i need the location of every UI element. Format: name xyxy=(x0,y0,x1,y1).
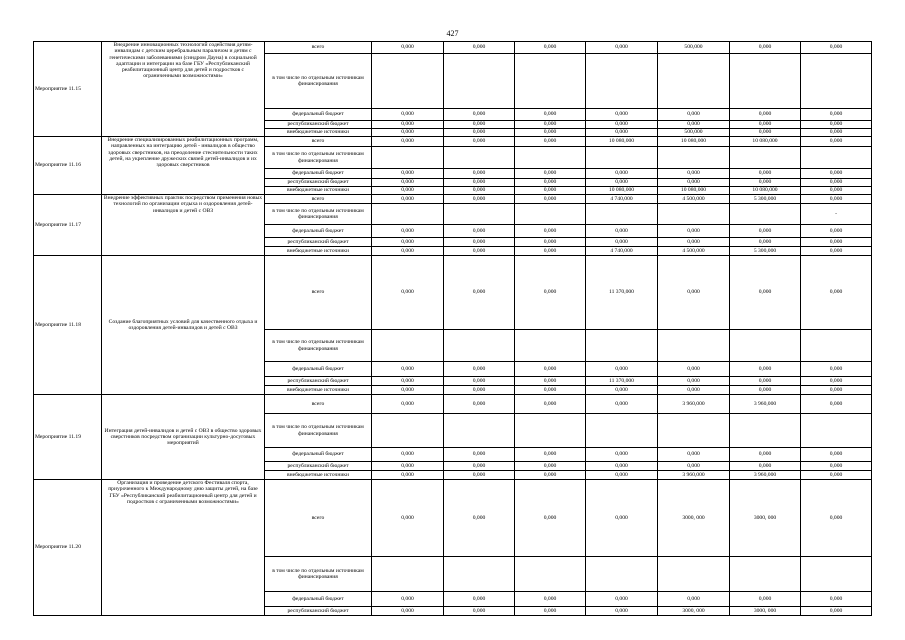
amount-cell xyxy=(372,330,444,362)
event-name-cell: Мероприятие 11.15 xyxy=(34,42,102,137)
funding-source-cell: федеральный бюджет xyxy=(265,592,372,607)
amount-cell: 0,000 xyxy=(444,129,515,137)
amount-cell: 11 370,000 xyxy=(586,256,658,330)
amount-cell: 3000, 000 xyxy=(730,480,801,557)
event-description-cell: Интеграция детей-инвалидов и детей с ОВЗ в общество здоровых сверстников посредством организации культурно-досуговых мероприятий xyxy=(102,395,265,480)
amount-cell: 0,000 xyxy=(730,121,801,129)
amount-cell: 0,000 xyxy=(515,121,586,129)
amount-cell: 0,000 xyxy=(730,362,801,377)
amount-cell: 0,000 xyxy=(444,607,515,616)
amount-cell: 0,000 xyxy=(372,462,444,471)
amount-cell: 4 500,000 xyxy=(658,247,730,256)
amount-cell: 0,000 xyxy=(658,109,730,121)
amount-cell xyxy=(515,414,586,448)
amount-cell: 0,000 xyxy=(801,462,872,471)
event-name-cell: Мероприятие 11.19 xyxy=(34,395,102,480)
amount-cell: 0,000 xyxy=(515,362,586,377)
amount-cell: 0,000 xyxy=(515,471,586,480)
amount-cell: 0,000 xyxy=(372,109,444,121)
funding-source-cell: всего xyxy=(265,137,372,147)
amount-cell: 0,000 xyxy=(730,129,801,137)
amount-cell: 3 960,000 xyxy=(730,395,801,414)
amount-cell: 0,000 xyxy=(658,238,730,247)
amount-cell: 0,000 xyxy=(444,121,515,129)
funding-source-cell: республиканский бюджет xyxy=(265,377,372,386)
amount-cell xyxy=(515,204,586,225)
funding-source-cell: в том числе по отдельным источникам финансирования xyxy=(265,330,372,362)
amount-cell: 0,000 xyxy=(801,195,872,204)
table-row xyxy=(34,137,872,147)
amount-cell: 0,000 xyxy=(658,448,730,462)
amount-cell: 0,000 xyxy=(372,187,444,195)
amount-cell: 0,000 xyxy=(372,179,444,187)
amount-cell: 0,000 xyxy=(586,362,658,377)
funding-source-cell: республиканский бюджет xyxy=(265,121,372,129)
amount-cell xyxy=(730,54,801,109)
amount-cell: 0,000 xyxy=(372,195,444,204)
amount-cell: 0,000 xyxy=(801,179,872,187)
amount-cell: 10 080,000 xyxy=(730,187,801,195)
amount-cell: 0,000 xyxy=(801,137,872,147)
amount-cell: 3 960,000 xyxy=(658,395,730,414)
amount-cell: 0,000 xyxy=(515,377,586,386)
amount-cell: 0,000 xyxy=(586,395,658,414)
amount-cell: 0,000 xyxy=(515,129,586,137)
amount-cell: 10 080,000 xyxy=(658,137,730,147)
amount-cell: 0,000 xyxy=(372,362,444,377)
funding-source-cell: в том числе по отдельным источникам финансирования xyxy=(265,54,372,109)
amount-cell: 0,000 xyxy=(801,121,872,129)
amount-cell: 0,000 xyxy=(515,238,586,247)
amount-cell xyxy=(801,147,872,169)
funding-source-cell: в том числе по отдельным источникам финансирования xyxy=(265,147,372,169)
amount-cell: 0,000 xyxy=(372,256,444,330)
amount-cell: 10 080,000 xyxy=(730,137,801,147)
amount-cell: 0,000 xyxy=(515,169,586,179)
amount-cell: 0,000 xyxy=(801,592,872,607)
amount-cell xyxy=(658,147,730,169)
amount-cell: 0,000 xyxy=(801,225,872,238)
amount-cell: 4 740,000 xyxy=(586,247,658,256)
amount-cell: 0,000 xyxy=(658,362,730,377)
amount-cell xyxy=(586,204,658,225)
amount-cell: 0,000 xyxy=(801,247,872,256)
amount-cell: 0,000 xyxy=(801,386,872,395)
amount-cell: 0,000 xyxy=(444,377,515,386)
funding-source-cell: федеральный бюджет xyxy=(265,448,372,462)
amount-cell: 0,000 xyxy=(658,377,730,386)
amount-cell: 0,000 xyxy=(658,179,730,187)
amount-cell xyxy=(586,414,658,448)
amount-cell xyxy=(586,147,658,169)
amount-cell xyxy=(730,414,801,448)
amount-cell: 0,000 xyxy=(730,377,801,386)
amount-cell: 0,000 xyxy=(586,225,658,238)
amount-cell: - xyxy=(801,204,872,225)
event-description-cell: Создание благоприятных условий для качественного отдыха и оздоровления детей-инвалидов и детей с ОВЗ xyxy=(102,256,265,395)
event-description-cell: Внедрение специализированных реабилитационных программ, направленных на интеграцию детей - инвалидов в общество здоровых сверстников, на преодоление стеснительности таких детей, на укрепление дружеских связей детей-инвалидов и их здоровых сверстников xyxy=(102,137,265,195)
amount-cell: 0,000 xyxy=(801,169,872,179)
event-description-cell: Внедрение инновационных технологий содействия детям-инвалидам с детским церебральным параличом и детям с генетическими заболеваниями (синдром Дауна) в социальной адаптации и интеграции на базе ГБУ «Республиканский реабилитационный центр для детей и подростков с ограниченными возможностями» xyxy=(102,42,265,137)
event-name-cell: Мероприятие 11.16 xyxy=(34,137,102,195)
funding-source-cell: республиканский бюджет xyxy=(265,607,372,616)
amount-cell: 0,000 xyxy=(801,129,872,137)
amount-cell xyxy=(730,204,801,225)
amount-cell: 0,000 xyxy=(801,395,872,414)
amount-cell: 0,000 xyxy=(444,238,515,247)
amount-cell: 11 370,000 xyxy=(586,377,658,386)
table-row xyxy=(34,480,872,557)
funding-source-cell: федеральный бюджет xyxy=(265,225,372,238)
amount-cell: 0,000 xyxy=(444,169,515,179)
amount-cell: 4 500,000 xyxy=(658,195,730,204)
amount-cell: 0,000 xyxy=(372,592,444,607)
amount-cell: 3 960,000 xyxy=(730,471,801,480)
amount-cell xyxy=(515,330,586,362)
amount-cell: 0,000 xyxy=(444,225,515,238)
amount-cell xyxy=(515,54,586,109)
amount-cell: 0,000 xyxy=(586,471,658,480)
amount-cell: 0,000 xyxy=(730,42,801,54)
amount-cell: 0,000 xyxy=(586,179,658,187)
amount-cell: 0,000 xyxy=(444,395,515,414)
amount-cell: 0,000 xyxy=(801,256,872,330)
amount-cell: 0,000 xyxy=(730,256,801,330)
funding-source-cell: федеральный бюджет xyxy=(265,109,372,121)
funding-source-cell: внебюджетные источники xyxy=(265,386,372,395)
amount-cell xyxy=(658,414,730,448)
amount-cell xyxy=(515,557,586,592)
amount-cell: 0,000 xyxy=(586,448,658,462)
amount-cell: 0,000 xyxy=(444,179,515,187)
amount-cell: 0,000 xyxy=(515,395,586,414)
amount-cell: 4 740,000 xyxy=(586,195,658,204)
amount-cell: 0,000 xyxy=(372,129,444,137)
funding-source-cell: республиканский бюджет xyxy=(265,238,372,247)
amount-cell: 0,000 xyxy=(586,42,658,54)
amount-cell xyxy=(372,204,444,225)
amount-cell: 0,000 xyxy=(372,238,444,247)
amount-cell: 0,000 xyxy=(515,462,586,471)
amount-cell xyxy=(444,330,515,362)
amount-cell: 0,000 xyxy=(586,169,658,179)
amount-cell: 0,000 xyxy=(730,109,801,121)
amount-cell: 0,000 xyxy=(801,607,872,616)
amount-cell xyxy=(444,557,515,592)
funding-source-cell: внебюджетные источники xyxy=(265,247,372,256)
amount-cell: 10 080,000 xyxy=(586,187,658,195)
funding-source-cell: всего xyxy=(265,195,372,204)
amount-cell: 0,000 xyxy=(801,42,872,54)
funding-source-cell: всего xyxy=(265,480,372,557)
amount-cell xyxy=(730,147,801,169)
amount-cell: 0,000 xyxy=(372,607,444,616)
amount-cell xyxy=(801,557,872,592)
amount-cell: 0,000 xyxy=(372,137,444,147)
funding-source-cell: республиканский бюджет xyxy=(265,462,372,471)
amount-cell: 0,000 xyxy=(372,386,444,395)
amount-cell xyxy=(658,330,730,362)
amount-cell: 0,000 xyxy=(658,256,730,330)
amount-cell: 0,000 xyxy=(730,225,801,238)
amount-cell xyxy=(444,54,515,109)
amount-cell: 5 300,000 xyxy=(730,247,801,256)
amount-cell xyxy=(586,330,658,362)
event-name-cell: Мероприятие 11.17 xyxy=(34,195,102,256)
amount-cell: 0,000 xyxy=(515,247,586,256)
table-body xyxy=(34,42,872,616)
amount-cell: 0,000 xyxy=(444,42,515,54)
amount-cell: 0,000 xyxy=(444,362,515,377)
amount-cell: 0,000 xyxy=(658,462,730,471)
amount-cell: 0,000 xyxy=(586,607,658,616)
amount-cell: 0,000 xyxy=(372,480,444,557)
amount-cell: 0,000 xyxy=(730,592,801,607)
amount-cell xyxy=(586,54,658,109)
amount-cell xyxy=(658,557,730,592)
table-row xyxy=(34,395,872,414)
amount-cell: 0,000 xyxy=(444,195,515,204)
event-description-cell: Организация и проведение детского Фестиваля спорта, приуроченного к Международному дню защиты детей, на базе ГБУ «Республиканский реабилитационный центр для детей и подростков с ограниченными возможностями» xyxy=(102,480,265,616)
amount-cell: 10 080,000 xyxy=(658,187,730,195)
amount-cell: 0,000 xyxy=(372,395,444,414)
amount-cell xyxy=(372,54,444,109)
amount-cell: 0,000 xyxy=(515,195,586,204)
amount-cell: 0,000 xyxy=(658,121,730,129)
amount-cell: 0,000 xyxy=(444,448,515,462)
amount-cell: 0,000 xyxy=(515,448,586,462)
amount-cell: 0,000 xyxy=(444,386,515,395)
funding-source-cell: всего xyxy=(265,256,372,330)
amount-cell: 0,000 xyxy=(515,225,586,238)
amount-cell: 0,000 xyxy=(515,386,586,395)
amount-cell xyxy=(444,204,515,225)
funding-source-cell: федеральный бюджет xyxy=(265,169,372,179)
amount-cell xyxy=(730,330,801,362)
event-name-cell: Мероприятие 11.18 xyxy=(34,256,102,395)
amount-cell xyxy=(444,147,515,169)
amount-cell: 0,000 xyxy=(586,109,658,121)
funding-source-cell: федеральный бюджет xyxy=(265,362,372,377)
amount-cell: 0,000 xyxy=(658,386,730,395)
amount-cell: 0,000 xyxy=(801,377,872,386)
amount-cell: 0,000 xyxy=(515,42,586,54)
amount-cell: 3000, 000 xyxy=(730,607,801,616)
amount-cell: 0,000 xyxy=(515,187,586,195)
amount-cell: 0,000 xyxy=(586,462,658,471)
event-description-cell: Внедрение эффективных практик посредством применения новых технологий по организации отдыха и оздоровления детей-инвалидов и детей с ОВЗ xyxy=(102,195,265,256)
amount-cell: 0,000 xyxy=(586,238,658,247)
amount-cell: 0,000 xyxy=(372,169,444,179)
amount-cell: 0,000 xyxy=(372,225,444,238)
amount-cell: 500,000 xyxy=(658,42,730,54)
amount-cell: 0,000 xyxy=(801,448,872,462)
amount-cell: 0,000 xyxy=(444,187,515,195)
amount-cell: 500,000 xyxy=(658,129,730,137)
amount-cell: 3000, 000 xyxy=(658,607,730,616)
amount-cell: 0,000 xyxy=(372,42,444,54)
budget-table xyxy=(33,41,872,616)
amount-cell: 0,000 xyxy=(730,179,801,187)
amount-cell xyxy=(730,557,801,592)
funding-source-cell: всего xyxy=(265,42,372,54)
amount-cell: 0,000 xyxy=(515,592,586,607)
amount-cell: 0,000 xyxy=(444,109,515,121)
funding-source-cell: всего xyxy=(265,395,372,414)
amount-cell: 0,000 xyxy=(730,238,801,247)
amount-cell: 5 300,000 xyxy=(730,195,801,204)
amount-cell: 0,000 xyxy=(801,238,872,247)
amount-cell xyxy=(801,54,872,109)
table-row xyxy=(34,42,872,54)
amount-cell: 0,000 xyxy=(801,187,872,195)
amount-cell: 0,000 xyxy=(372,448,444,462)
amount-cell: 0,000 xyxy=(658,169,730,179)
table-row xyxy=(34,256,872,330)
amount-cell: 0,000 xyxy=(372,471,444,480)
amount-cell: 0,000 xyxy=(515,480,586,557)
amount-cell xyxy=(372,557,444,592)
amount-cell: 0,000 xyxy=(444,247,515,256)
amount-cell: 0,000 xyxy=(586,480,658,557)
amount-cell xyxy=(658,54,730,109)
amount-cell xyxy=(586,557,658,592)
amount-cell: 0,000 xyxy=(730,386,801,395)
amount-cell: 0,000 xyxy=(801,480,872,557)
amount-cell: 10 080,000 xyxy=(586,137,658,147)
amount-cell: 0,000 xyxy=(444,471,515,480)
amount-cell: 0,000 xyxy=(372,247,444,256)
funding-source-cell: внебюджетные источники xyxy=(265,187,372,195)
amount-cell: 0,000 xyxy=(515,109,586,121)
amount-cell: 0,000 xyxy=(586,386,658,395)
amount-cell: 0,000 xyxy=(658,592,730,607)
funding-source-cell: в том числе по отдельным источникам финансирования xyxy=(265,414,372,448)
event-name-cell: Мероприятие 11.20 xyxy=(34,480,102,616)
amount-cell: 0,000 xyxy=(444,256,515,330)
funding-source-cell: в том числе по отдельным источникам финансирования xyxy=(265,557,372,592)
amount-cell: 0,000 xyxy=(444,137,515,147)
amount-cell: 0,000 xyxy=(515,607,586,616)
amount-cell xyxy=(372,414,444,448)
amount-cell: 0,000 xyxy=(515,256,586,330)
funding-source-cell: внебюджетные источники xyxy=(265,129,372,137)
funding-source-cell: в том числе по отдельным источникам финансирования xyxy=(265,204,372,225)
amount-cell: 0,000 xyxy=(444,592,515,607)
table-row xyxy=(34,195,872,204)
page-number: 427 xyxy=(446,29,459,38)
amount-cell: 0,000 xyxy=(372,121,444,129)
amount-cell xyxy=(658,204,730,225)
amount-cell: 0,000 xyxy=(801,362,872,377)
amount-cell: 0,000 xyxy=(586,592,658,607)
amount-cell: 3000, 000 xyxy=(658,480,730,557)
amount-cell: 0,000 xyxy=(515,179,586,187)
amount-cell: 0,000 xyxy=(515,137,586,147)
funding-source-cell: республиканский бюджет xyxy=(265,179,372,187)
amount-cell: 0,000 xyxy=(730,462,801,471)
amount-cell xyxy=(444,414,515,448)
amount-cell: 0,000 xyxy=(586,129,658,137)
amount-cell: 0,000 xyxy=(586,121,658,129)
amount-cell: 0,000 xyxy=(658,225,730,238)
amount-cell xyxy=(515,147,586,169)
amount-cell: 0,000 xyxy=(372,377,444,386)
amount-cell xyxy=(372,147,444,169)
amount-cell: 0,000 xyxy=(444,480,515,557)
amount-cell xyxy=(801,414,872,448)
amount-cell: 0,000 xyxy=(801,109,872,121)
amount-cell xyxy=(801,330,872,362)
funding-source-cell: внебюджетные источники xyxy=(265,471,372,480)
amount-cell: 0,000 xyxy=(730,169,801,179)
amount-cell: 0,000 xyxy=(444,462,515,471)
amount-cell: 0,000 xyxy=(730,448,801,462)
amount-cell: 0,000 xyxy=(801,471,872,480)
amount-cell: 3 960,000 xyxy=(658,471,730,480)
